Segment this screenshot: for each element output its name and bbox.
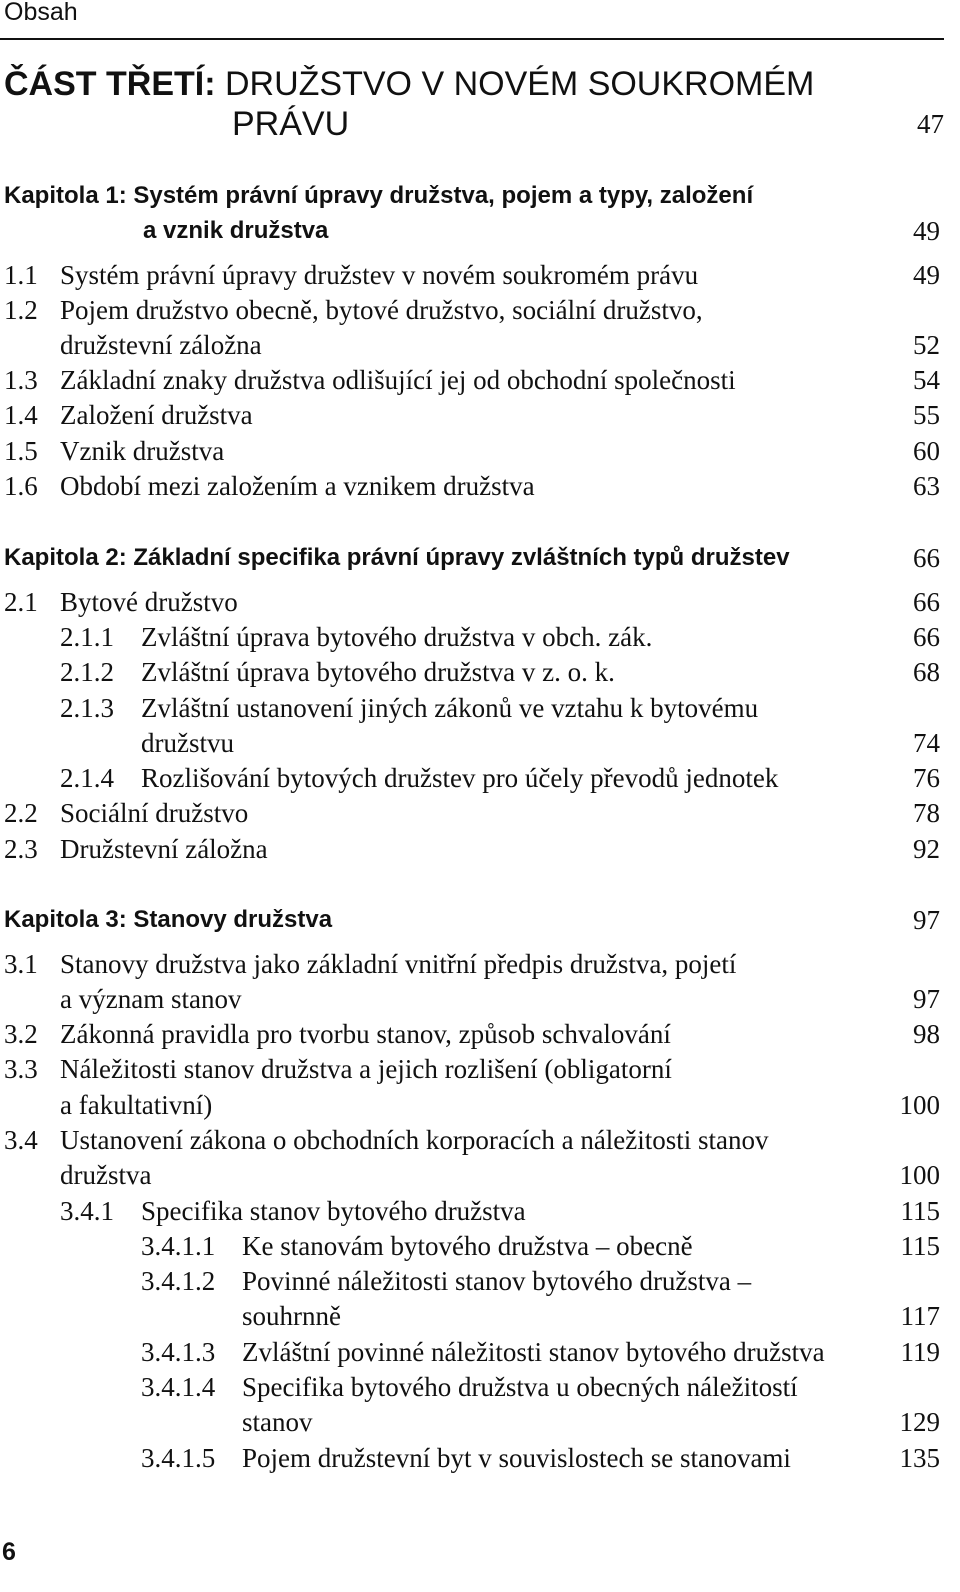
part-title bbox=[4, 64, 944, 144]
part-label: ČÁST TŘETÍ: bbox=[4, 65, 216, 103]
entry-title: Založení družstva bbox=[60, 400, 253, 430]
entry-page: 97 bbox=[913, 984, 940, 1014]
toc-entry[interactable] bbox=[0, 584, 944, 620]
entry-number: 2.1.1 bbox=[60, 622, 114, 652]
entry-title: Sociální družstvo bbox=[60, 798, 249, 828]
entry-page: 60 bbox=[913, 436, 940, 466]
toc-entry[interactable] bbox=[0, 795, 944, 831]
entry-page: 115 bbox=[900, 1196, 940, 1226]
toc-entry[interactable] bbox=[0, 1193, 944, 1229]
entry-title: Systém právní úpravy družstev v novém soukromém právu bbox=[60, 260, 699, 290]
entry-title: Zvláštní úprava bytového družstva v z. o. k. bbox=[141, 657, 615, 687]
entry-page: 115 bbox=[900, 1231, 940, 1261]
toc-entry-cont[interactable] bbox=[0, 1157, 944, 1193]
entry-title: Základní znaky družstva odlišující jej od obchodní společnosti bbox=[60, 365, 736, 395]
entry-title: Náležitosti stanov družstva a jejich rozlišení (obligatorní bbox=[60, 1054, 672, 1084]
entry-number: 3.4.1 bbox=[60, 1196, 114, 1226]
entry-number: 3.4 bbox=[4, 1125, 38, 1155]
entry-title: Pojem družstvo obecně, bytové družstvo, sociální družstvo, bbox=[60, 295, 703, 325]
toc-entry[interactable] bbox=[0, 397, 944, 433]
toc-entry[interactable] bbox=[0, 1440, 944, 1476]
toc-entry-cont[interactable] bbox=[0, 1404, 944, 1440]
entry-page: 54 bbox=[913, 365, 940, 395]
toc-entry[interactable] bbox=[0, 1334, 944, 1370]
entry-number: 2.1 bbox=[4, 587, 38, 617]
entry-number: 2.3 bbox=[4, 834, 38, 864]
toc-entry[interactable] bbox=[0, 362, 944, 398]
chapter-1-heading-cont[interactable] bbox=[0, 213, 944, 249]
entry-number: 2.1.2 bbox=[60, 657, 114, 687]
entry-title: Zvláštní povinné náležitosti stanov bytového družstva bbox=[242, 1337, 825, 1367]
entry-number: 2.1.4 bbox=[60, 763, 114, 793]
entry-title: Pojem družstevní byt v souvislostech se stanovami bbox=[242, 1443, 791, 1473]
toc-entry[interactable] bbox=[0, 433, 944, 469]
entry-title: Období mezi založením a vznikem družstva bbox=[60, 471, 535, 501]
entry-title: Zákonná pravidla pro tvorbu stanov, způsob schvalování bbox=[60, 1019, 671, 1049]
entry-page: 76 bbox=[913, 763, 940, 793]
entry-number: 1.6 bbox=[4, 471, 38, 501]
entry-title: a význam stanov bbox=[60, 984, 242, 1014]
entry-title: družstva bbox=[60, 1160, 152, 1190]
entry-title: Specifika bytového družstva u obecných náležitostí bbox=[242, 1372, 798, 1402]
entry-page: 63 bbox=[913, 471, 940, 501]
running-head: Obsah bbox=[4, 0, 78, 26]
toc-entry-cont[interactable] bbox=[0, 1298, 944, 1334]
entry-number: 1.1 bbox=[4, 260, 38, 290]
entry-title: souhrnně bbox=[242, 1301, 341, 1331]
chapter-3-heading[interactable] bbox=[0, 902, 944, 938]
entry-number: 1.4 bbox=[4, 400, 38, 430]
entry-page: 119 bbox=[900, 1337, 940, 1367]
entry-number: 1.2 bbox=[4, 295, 38, 325]
toc-entry[interactable] bbox=[0, 654, 944, 690]
chapter-title-cont: a vznik družstva bbox=[143, 217, 329, 244]
entry-title: Ke stanovám bytového družstva – obecně bbox=[242, 1231, 693, 1261]
entry-title: Družstevní záložna bbox=[60, 834, 268, 864]
entry-number: 3.2 bbox=[4, 1019, 38, 1049]
entry-title: družstvu bbox=[141, 728, 234, 758]
toc-entry[interactable] bbox=[0, 257, 944, 293]
entry-title: Ustanovení zákona o obchodních korporacích a náležitosti stanov bbox=[60, 1125, 769, 1155]
part-page: 47 bbox=[917, 109, 944, 139]
entry-number: 3.4.1.3 bbox=[141, 1337, 216, 1367]
toc-entry[interactable] bbox=[0, 619, 944, 655]
chapter-title: Kapitola 3: Stanovy družstva bbox=[4, 906, 333, 933]
chapter-1-heading[interactable] bbox=[0, 178, 944, 214]
toc-entry[interactable] bbox=[0, 468, 944, 504]
toc-entry[interactable] bbox=[0, 831, 944, 867]
entry-page: 78 bbox=[913, 798, 940, 828]
toc-entry-cont[interactable] bbox=[0, 1087, 944, 1123]
toc-entry[interactable] bbox=[0, 1016, 944, 1052]
entry-title: Bytové družstvo bbox=[60, 587, 238, 617]
entry-number: 3.4.1.2 bbox=[141, 1266, 216, 1296]
part-title-line1: DRUŽSTVO V NOVÉM SOUKROMÉM bbox=[215, 65, 815, 103]
toc-entry[interactable] bbox=[0, 690, 944, 726]
entry-page: 55 bbox=[913, 400, 940, 430]
entry-title: Specifika stanov bytového družstva bbox=[141, 1196, 526, 1226]
entry-page: 100 bbox=[899, 1160, 940, 1190]
chapter-page: 66 bbox=[913, 543, 940, 573]
chapter-page: 49 bbox=[913, 216, 940, 246]
entry-title: Zvláštní úprava bytového družstva v obch. zák. bbox=[141, 622, 653, 652]
chapter-title: Kapitola 2: Základní specifika právní úpravy zvláštních typů družstev bbox=[4, 544, 790, 571]
entry-page: 68 bbox=[913, 657, 940, 687]
entry-title: Vznik družstva bbox=[60, 436, 225, 466]
entry-page: 52 bbox=[913, 330, 940, 360]
entry-title: Stanovy družstva jako základní vnitřní předpis družstva, pojetí bbox=[60, 949, 737, 979]
entry-page: 98 bbox=[913, 1019, 940, 1049]
toc-entry[interactable] bbox=[0, 292, 944, 328]
entry-number: 2.1.3 bbox=[60, 693, 114, 723]
entry-number: 3.4.1.1 bbox=[141, 1231, 216, 1261]
entry-page: 100 bbox=[899, 1090, 940, 1120]
toc-entry[interactable] bbox=[0, 946, 944, 982]
chapter-title: Kapitola 1: Systém právní úpravy družstva, pojem a typy, založení bbox=[4, 182, 754, 209]
entry-title: Povinné náležitosti stanov bytového družstva – bbox=[242, 1266, 752, 1296]
entry-page: 74 bbox=[913, 728, 940, 758]
toc-entry[interactable] bbox=[0, 1122, 944, 1158]
entry-title: a fakultativní) bbox=[60, 1090, 213, 1120]
entry-number: 2.2 bbox=[4, 798, 38, 828]
header-rule bbox=[0, 38, 944, 40]
toc-entry-cont[interactable] bbox=[0, 327, 944, 363]
toc-entry[interactable] bbox=[0, 1369, 944, 1405]
toc-entry-cont[interactable] bbox=[0, 725, 944, 761]
toc-entry-cont[interactable] bbox=[0, 981, 944, 1017]
toc-entry[interactable] bbox=[0, 1263, 944, 1299]
chapter-page: 97 bbox=[913, 905, 940, 935]
part-title-line2: PRÁVU bbox=[232, 105, 350, 143]
entry-number: 3.3 bbox=[4, 1054, 38, 1084]
toc-entry[interactable] bbox=[0, 1051, 944, 1087]
entry-number: 3.4.1.4 bbox=[141, 1372, 216, 1402]
entry-page: 92 bbox=[913, 834, 940, 864]
entry-title: družstevní záložna bbox=[60, 330, 262, 360]
entry-page: 66 bbox=[913, 587, 940, 617]
entry-number: 1.3 bbox=[4, 365, 38, 395]
entry-page: 135 bbox=[899, 1443, 940, 1473]
page-number: 6 bbox=[2, 1538, 16, 1566]
toc-entry[interactable] bbox=[0, 1228, 944, 1264]
toc-entry[interactable] bbox=[0, 760, 944, 796]
entry-page: 66 bbox=[913, 622, 940, 652]
entry-page: 117 bbox=[900, 1301, 940, 1331]
chapter-2-heading[interactable] bbox=[0, 540, 944, 576]
entry-number: 1.5 bbox=[4, 436, 38, 466]
entry-page: 129 bbox=[899, 1407, 940, 1437]
entry-title: stanov bbox=[242, 1407, 313, 1437]
entry-page: 49 bbox=[913, 260, 940, 290]
entry-number: 3.1 bbox=[4, 949, 38, 979]
entry-title: Zvláštní ustanovení jiných zákonů ve vztahu k bytovému bbox=[141, 693, 759, 723]
entry-number: 3.4.1.5 bbox=[141, 1443, 216, 1473]
entry-title: Rozlišování bytových družstev pro účely převodů jednotek bbox=[141, 763, 779, 793]
